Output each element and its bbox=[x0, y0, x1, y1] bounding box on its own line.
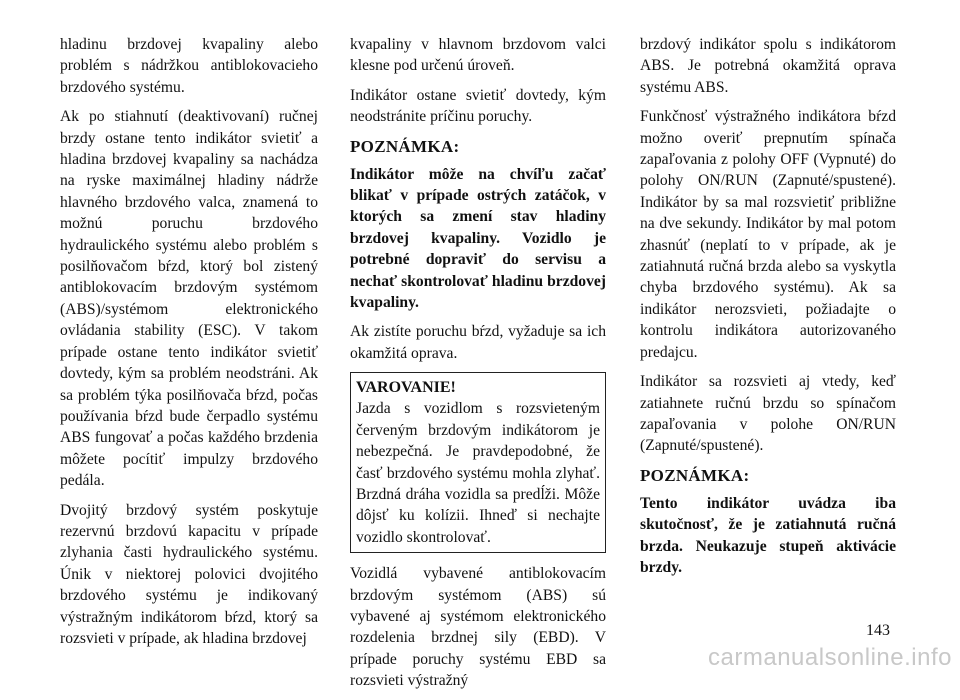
note-heading: POZNÁMKA: bbox=[640, 465, 750, 485]
paragraph: hladinu brzdovej kvapaliny alebo problém s nádržkou antiblokovacieho brzdového systému. bbox=[60, 36, 318, 96]
note-heading: POZNÁMKA: bbox=[350, 136, 460, 156]
watermark: carmanualsonline.info bbox=[708, 644, 952, 671]
warning-text: Jazda s vozidlom s rozsvieteným červeným brzdovým indikátorom je nebezpečná. Je pravdepodobné, že časť brzdového systému mohla zlyhať. Brzdná dráha vozidla sa predĺži. Môže dôjsť ku kolízii. Ihneď si nechajte vozidlo skontrolovať. bbox=[356, 400, 600, 546]
paragraph: brzdový indikátor spolu s indikátorom ABS. Je potrebná okamžitá oprava systému ABS. bbox=[640, 36, 896, 96]
paragraph: Indikátor sa rozsvieti aj vtedy, keď zatiahnete ručnú brzdu so spínačom zapaľovania v polohe ON/RUN (Zapnuté/spustené). bbox=[640, 373, 896, 455]
warning-box bbox=[350, 372, 606, 553]
note-text: Tento indikátor uvádza iba skutočnosť, že je zatiahnutá ručná brzda. Neukazuje stupeň aktivácie brzdy. bbox=[640, 494, 896, 576]
paragraph: Funkčnosť výstražného indikátora bŕzd možno overiť prepnutím spínača zapaľovania z polohy OFF (Vypnuté) do polohy ON/RUN (Zapnuté/spustené). Indikátor by sa mal rozsvietiť približne na dve sekundy. Indikátor by mal potom zhasnúť (neplatí to v prípade, ak je zatiahnutá ručná brzda alebo sa vyskytla chyba brzdového systému). Ak sa indikátor nerozsvieti, požiadajte o kontrolu indikátora autorizovaného predajcu. bbox=[640, 108, 896, 361]
warning-title: VAROVANIE! bbox=[356, 379, 456, 397]
paragraph: kvapaliny v hlavnom brzdovom valci klesne pod určenú úroveň. bbox=[350, 36, 606, 75]
note-text: Indikátor môže na chvíľu začať blikať v prípade ostrých zatáčok, v ktorých sa zmení stav hladiny brzdovej kvapaliny. Vozidlo je potrebné dopraviť do servisu a nechať skontrolovať hladinu brzdovej kvapaliny. bbox=[350, 165, 606, 312]
text-column-3 bbox=[640, 34, 896, 586]
paragraph: Ak po stiahnutí (deaktivovaní) ručnej brzdy ostane tento indikátor svietiť a hladina brzdovej kvapaliny sa nachádza na ryske maximálnej hladiny nádrže hlavného brzdového valca, znamená to možnú poruchu brzdového hydraulického systému alebo problém s posilňovačom bŕzd, ktorý bol zistený antiblokovacím brzdovým systémom (ABS)/systémom elektronického ovládania stability (ESC). V takom prípade ostane tento indikátor svietiť dovtedy, kým sa problém neodstráni. Ak sa problém týka posilňovača bŕzd, počas používania bŕzd bude čerpadlo systému ABS fungovať a počas každého brzdenia môžete pocítiť impulzy brzdového pedála. bbox=[60, 108, 318, 490]
paragraph: Vozidlá vybavené antiblokovacím brzdovým systémom (ABS) sú vybavené aj systémom elektronického rozdelenia brzdnej sily (EBD). V prípade poruchy systému EBD sa rozsvieti výstražný bbox=[350, 565, 606, 690]
paragraph: Indikátor ostane svietiť dovtedy, kým neodstránite príčinu poruchy. bbox=[350, 86, 606, 126]
text-column-1 bbox=[60, 34, 318, 657]
text-column-2 bbox=[350, 34, 606, 700]
paragraph: Dvojitý brzdový systém poskytuje rezervnú brzdovú kapacitu v prípade zlyhania časti hydraulického systému. Únik v niektorej polovici dvojitého brzdového systému je indikovaný výstražným indikátorom bŕzd, ktorý sa rozsvieti v prípade, ak hladina brzdovej bbox=[60, 501, 318, 647]
page-number: 143 bbox=[866, 622, 890, 639]
paragraph: Ak zistíte poruchu bŕzd, vyžaduje sa ich okamžitá oprava. bbox=[350, 323, 606, 362]
